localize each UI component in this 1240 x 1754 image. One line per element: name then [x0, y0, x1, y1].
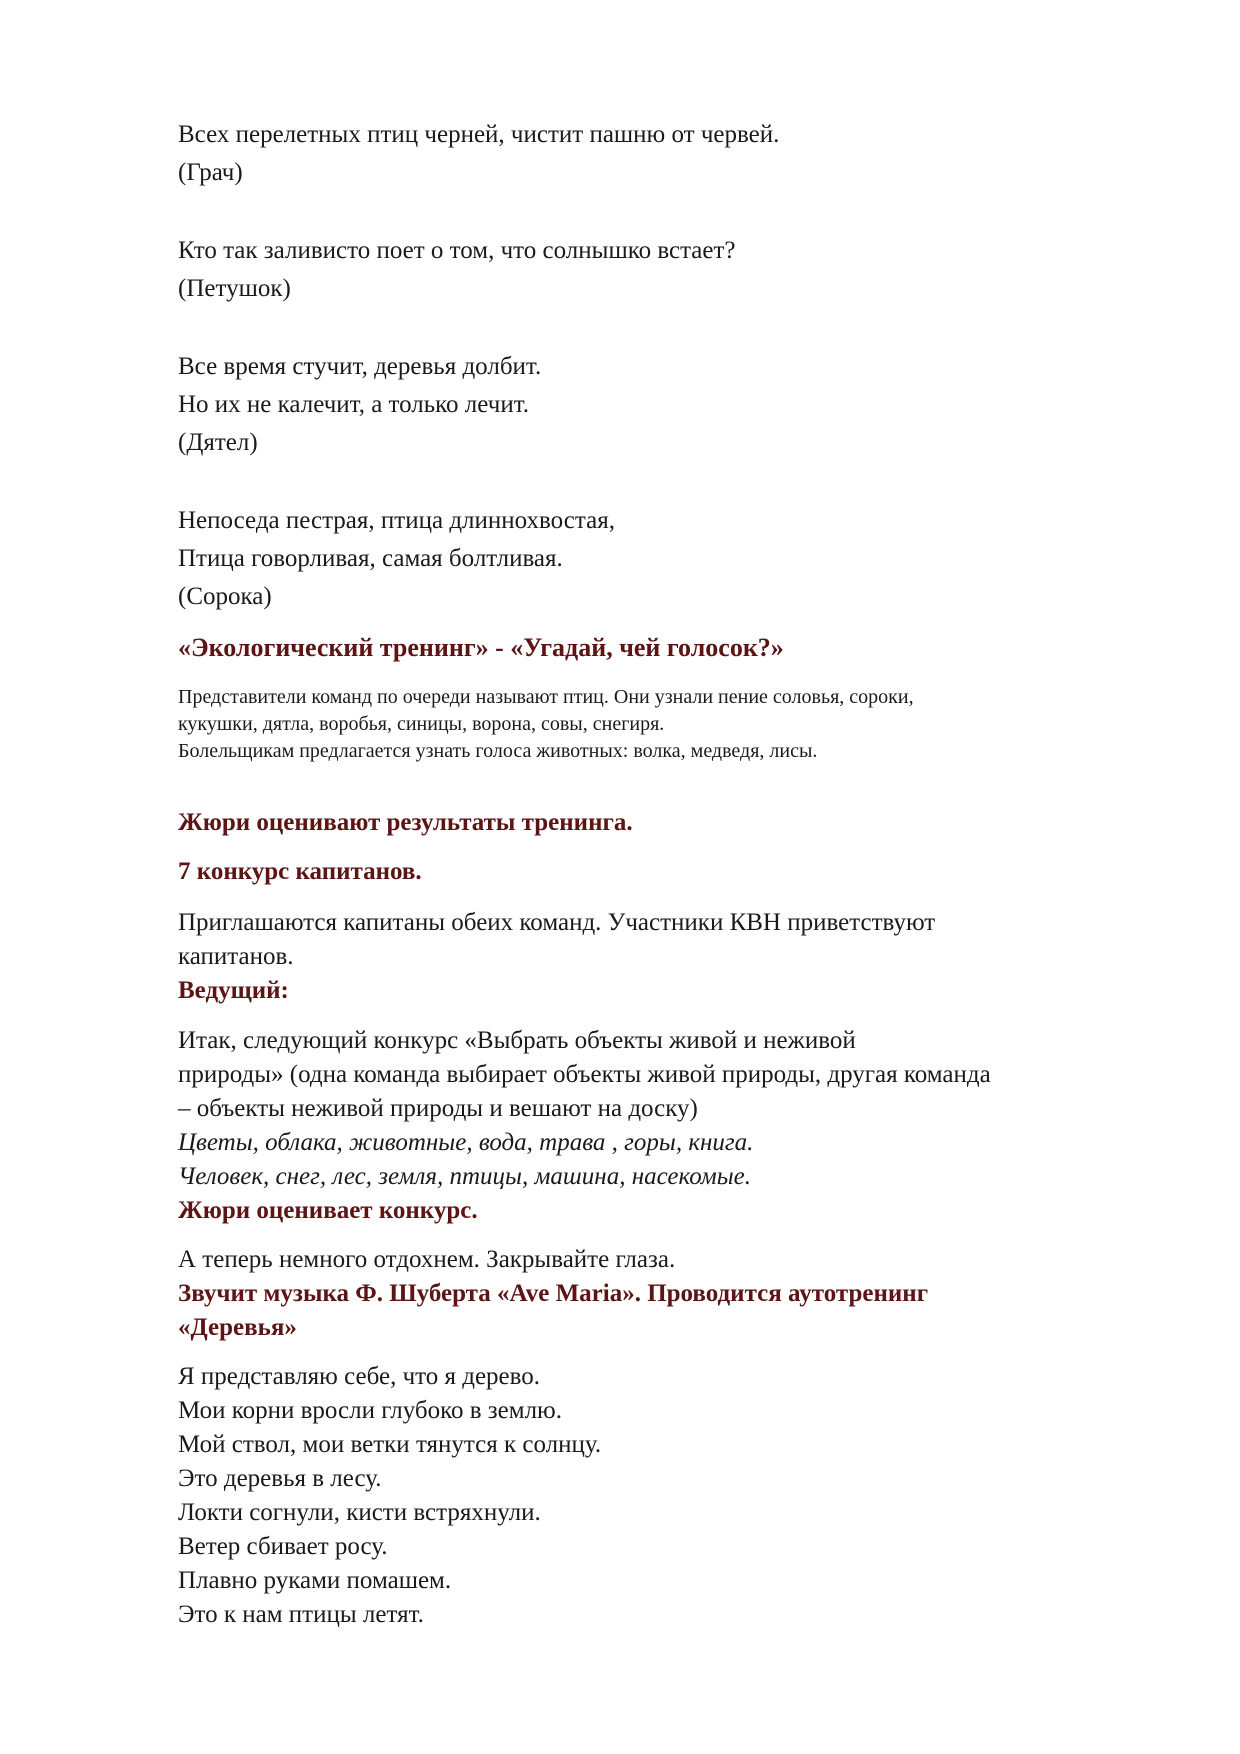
contest-italic-line-1: Цветы, облака, животные, вода, трава , горы, книга. — [178, 1129, 754, 1156]
riddle-1-line-1: Всех перелетных птиц черней, чистит пашню от червей. — [178, 121, 780, 148]
music-heading-line-1: Звучит музыка Ф. Шуберта «Ave Maria». Проводится аутотренинг — [178, 1280, 929, 1307]
host-label: Ведущий: — [178, 977, 289, 1004]
autotraining-line-7: Плавно руками помашем. — [178, 1567, 452, 1594]
training-line-2: кукушки, дятла, воробья, синицы, ворона, совы, снегиря. — [178, 713, 665, 735]
training-heading: «Экологический тренинг» - «Угадай, чей голосок?» — [178, 633, 784, 662]
captains-line-1: Приглашаются капитаны обеих команд. Участники КВН приветствуют — [178, 909, 936, 936]
riddle-3-line-1: Все время стучит, деревья долбит. — [178, 353, 542, 380]
contest-line-1: Итак, следующий конкурс «Выбрать объекты живой и неживой — [178, 1027, 856, 1054]
rest-line: А теперь немного отдохнем. Закрывайте глаза. — [178, 1246, 676, 1273]
captains-line-2: капитанов. — [178, 943, 294, 970]
jury-training-heading: Жюри оценивают результаты тренинга. — [178, 809, 633, 836]
autotraining-line-5: Локти согнули, кисти встряхнули. — [178, 1499, 541, 1526]
riddle-1-answer: (Грач) — [178, 159, 243, 186]
riddle-3-line-2: Но их не калечит, а только лечит. — [178, 391, 530, 418]
autotraining-line-4: Это деревья в лесу. — [178, 1465, 382, 1492]
captains-heading: 7 конкурс капитанов. — [178, 858, 422, 885]
riddle-2-line-1: Кто так заливисто поет о том, что солнышко встает? — [178, 237, 736, 264]
autotraining-line-6: Ветер сбивает росу. — [178, 1533, 388, 1560]
riddle-3-answer: (Дятел) — [178, 429, 258, 456]
autotraining-line-2: Мои корни вросли глубоко в землю. — [178, 1397, 562, 1424]
autotraining-line-8: Это к нам птицы летят. — [178, 1601, 424, 1628]
riddle-4-line-2: Птица говорливая, самая болтливая. — [178, 545, 563, 572]
autotraining-line-3: Мой ствол, мои ветки тянутся к солнцу. — [178, 1431, 602, 1458]
contest-italic-line-2: Человек, снег, лес, земля, птицы, машина, насекомые. — [178, 1163, 751, 1190]
contest-line-2: природы» (одна команда выбирает объекты живой природы, другая команда — [178, 1061, 991, 1088]
riddle-4-line-1: Непоседа пестрая, птица длиннохвостая, — [178, 507, 615, 534]
training-line-3: Болельщикам предлагается узнать голоса животных: волка, медведя, лисы. — [178, 740, 818, 762]
autotraining-line-1: Я представляю себе, что я дерево. — [178, 1363, 541, 1390]
training-line-1: Представители команд по очереди называют птиц. Они узнали пение соловья, сороки, — [178, 686, 914, 708]
riddle-4-answer: (Сорока) — [178, 583, 272, 610]
contest-line-3: – объекты неживой природы и вешают на доску) — [178, 1095, 698, 1122]
jury-contest-heading: Жюри оценивает конкурс. — [178, 1197, 478, 1224]
music-heading-line-2: «Деревья» — [178, 1314, 297, 1341]
riddle-2-answer: (Петушок) — [178, 275, 291, 302]
